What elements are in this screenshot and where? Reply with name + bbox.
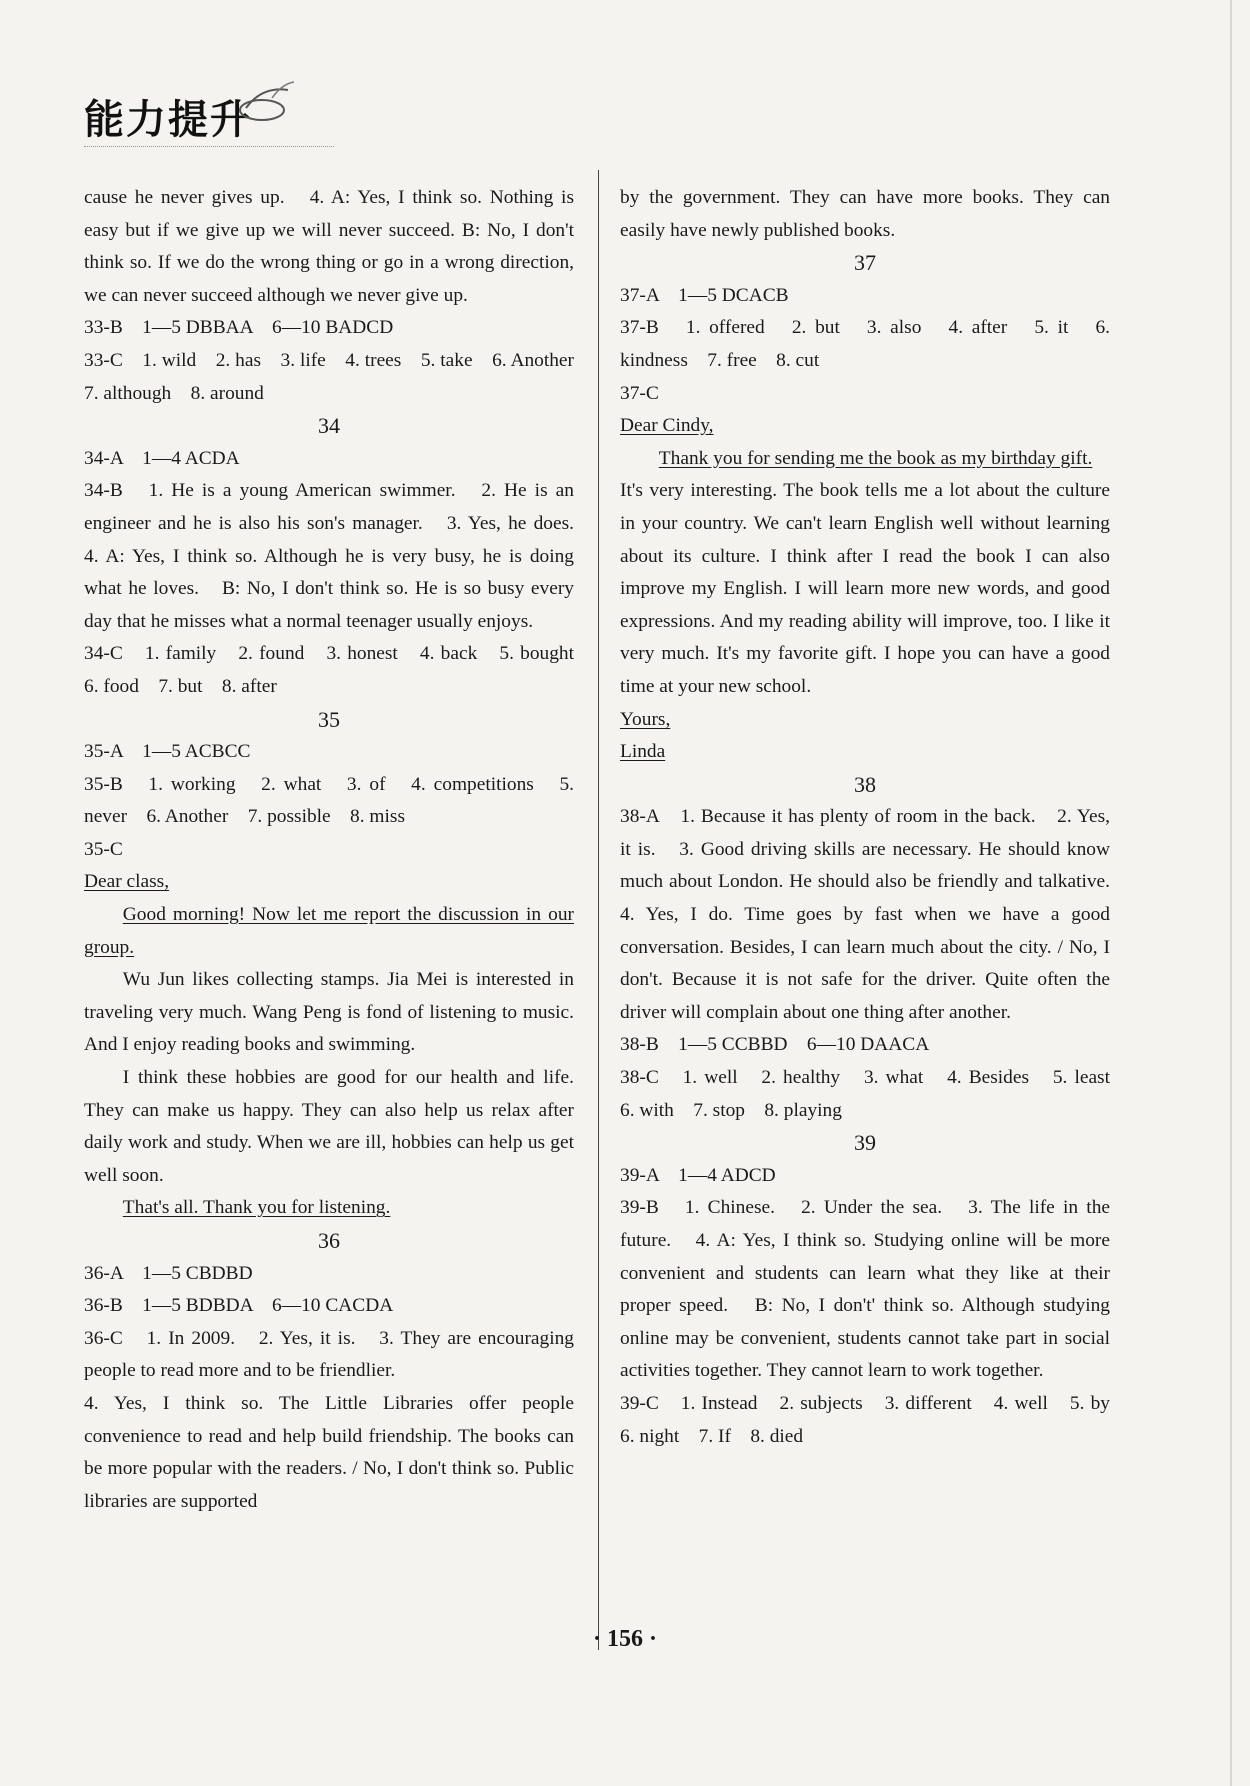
answer-34-a: 34-A 1—4 ACDA xyxy=(84,447,240,469)
answer-33-c: 33-C 1. wild 2. has 3. life 4. trees 5. take 6. Another 7. although 8. around xyxy=(84,349,594,404)
section-number-39: 39 xyxy=(854,1130,876,1156)
answer-39-a: 39-A 1—4 ADCD xyxy=(620,1164,776,1186)
answer-37-c: 37-C xyxy=(620,382,659,404)
letter-body: I think these hobbies are good for our health and life. They can make us happy. They can also help us relax after daily work and study. When we are ill, hobbies can help us get well soon. xyxy=(84,1067,574,1186)
letter-body: Wu Jun likes collecting stamps. Jia Mei is interested in traveling very much. Wang Peng is fond of listening to music. And I enjoy reading books and swimming. xyxy=(84,969,574,1056)
section-number-34: 34 xyxy=(318,413,340,439)
section-number-35: 35 xyxy=(318,706,340,732)
section-number-36: 36 xyxy=(318,1228,340,1253)
answer-35-a: 35-A 1—5 ACBCC xyxy=(84,741,251,763)
header-underline xyxy=(84,146,334,147)
letter-opening: Good morning! Now let me report the discussion in our group. xyxy=(84,904,574,958)
answer-36-c: 36-C 1. In 2009. 2. Yes, it is. 3. They are encouraging people to read more and to be friendlier. xyxy=(84,1327,574,1382)
answer-36-b: 36-B 1—5 BDBDA 6—10 CACDA xyxy=(84,1295,394,1317)
section-number-37: 37 xyxy=(854,250,876,276)
answer-35-b: 35-B 1. working 2. what 3. of 4. competitions 5. never 6. Another 7. possible 8. miss xyxy=(84,773,574,828)
answer-paragraph: cause he never gives up. 4. A: Yes, I think so. Nothing is easy but if we give up we will never succeed. B: No, I don't think so. If we do the wrong thing or go in a wrong direction, we can never succeed although we never give up. xyxy=(84,187,574,306)
answer-37-a: 37-A 1—5 DCACB xyxy=(620,284,789,306)
section-number-38: 38 xyxy=(854,771,876,797)
left-column xyxy=(84,182,594,1518)
letter-greeting: Dear Cindy, xyxy=(620,415,714,437)
letter-closing: That's all. Thank you for listening. xyxy=(122,1197,391,1219)
letter-opening: Thank you for sending me the book as my birthday gift. xyxy=(658,447,1093,469)
header-decoration-icon xyxy=(232,78,302,128)
letter-greeting: Dear class, xyxy=(84,871,170,893)
answer-38-c: 38-C 1. well 2. healthy 3. what 4. Besides 5. least 6. with 7. stop 8. playing xyxy=(620,1067,1130,1121)
answer-34-b: 34-B 1. He is a young American swimmer. 2. He is an engineer and he is also his son's manager. 3. Yes, he does. 4. A: Yes, I think so. Although he is very busy, he is doing what he loves. B: No, I don't think so. He is so busy every day that he misses what a normal teenager usually enjoys. xyxy=(84,480,594,632)
answer-33-b: 33-B 1—5 DBBAA 6—10 BADCD xyxy=(84,317,394,339)
letter-body: It's very interesting. The book tells me a lot about the culture in your country. We can't learn English well without learning about its culture. I think after I read the book I can also improve my English. I will learn more new words, and good expressions. And my reading ability will improve, too. I like it very much. It's my favorite gift. I hope you can have a good time at your new school. xyxy=(620,480,1110,697)
page-header-title: 能力提升 xyxy=(84,97,252,143)
answer-38-a: 38-A 1. Because it has plenty of room in the back. 2. Yes, it is. 3. Good driving skills are necessary. He should know much about London. He should also be friendly and talkative. 4. Yes, I do. Time goes by fast when we have a good conversation. Besides, I can learn much about the city. / No, I don't. Because it is not safe for the driver. Quite often the driver will complain about one thing after another. xyxy=(620,806,1130,1023)
answer-36-a: 36-A 1—5 CBDBD xyxy=(84,1262,253,1284)
answer-35-c: 35-C xyxy=(84,838,123,860)
page-edge xyxy=(1230,0,1232,1786)
page-number: · 156 · xyxy=(592,1626,657,1652)
letter-signature: Linda xyxy=(620,741,666,763)
answer-paragraph: by the government. They can have more books. They can easily have newly published books. xyxy=(620,187,1110,241)
answer-39-b: 39-B 1. Chinese. 2. Under the sea. 3. The life in the future. 4. A: Yes, I think so. Studying online will be more convenient and students can learn what they like at their proper speed. B: No, I don't' think so. Although studying online may be convenient, students cannot take part in social activities together. They cannot learn to work together. xyxy=(620,1197,1110,1382)
answer-36-c-4: 4. Yes, I think so. The Little Libraries offer people convenience to read and help build friendship. The books can be more popular with the readers. / No, I don't think so. Public libraries are supported xyxy=(84,1392,574,1512)
answer-39-c: 39-C 1. Instead 2. subjects 3. different 4. well 5. by 6. night 7. If 8. died xyxy=(620,1392,1130,1447)
column-divider xyxy=(598,170,599,1650)
answer-37-b: 37-B 1. offered 2. but 3. also 4. after 5. it 6. kindness 7. free 8. cut xyxy=(620,317,1110,371)
answer-38-b: 38-B 1—5 CCBBD 6—10 DAACA xyxy=(620,1034,930,1056)
letter-signoff: Yours, xyxy=(620,708,671,730)
right-column xyxy=(620,182,1130,1453)
answer-34-c: 34-C 1. family 2. found 3. honest 4. back 5. bought 6. food 7. but 8. after xyxy=(84,643,594,697)
